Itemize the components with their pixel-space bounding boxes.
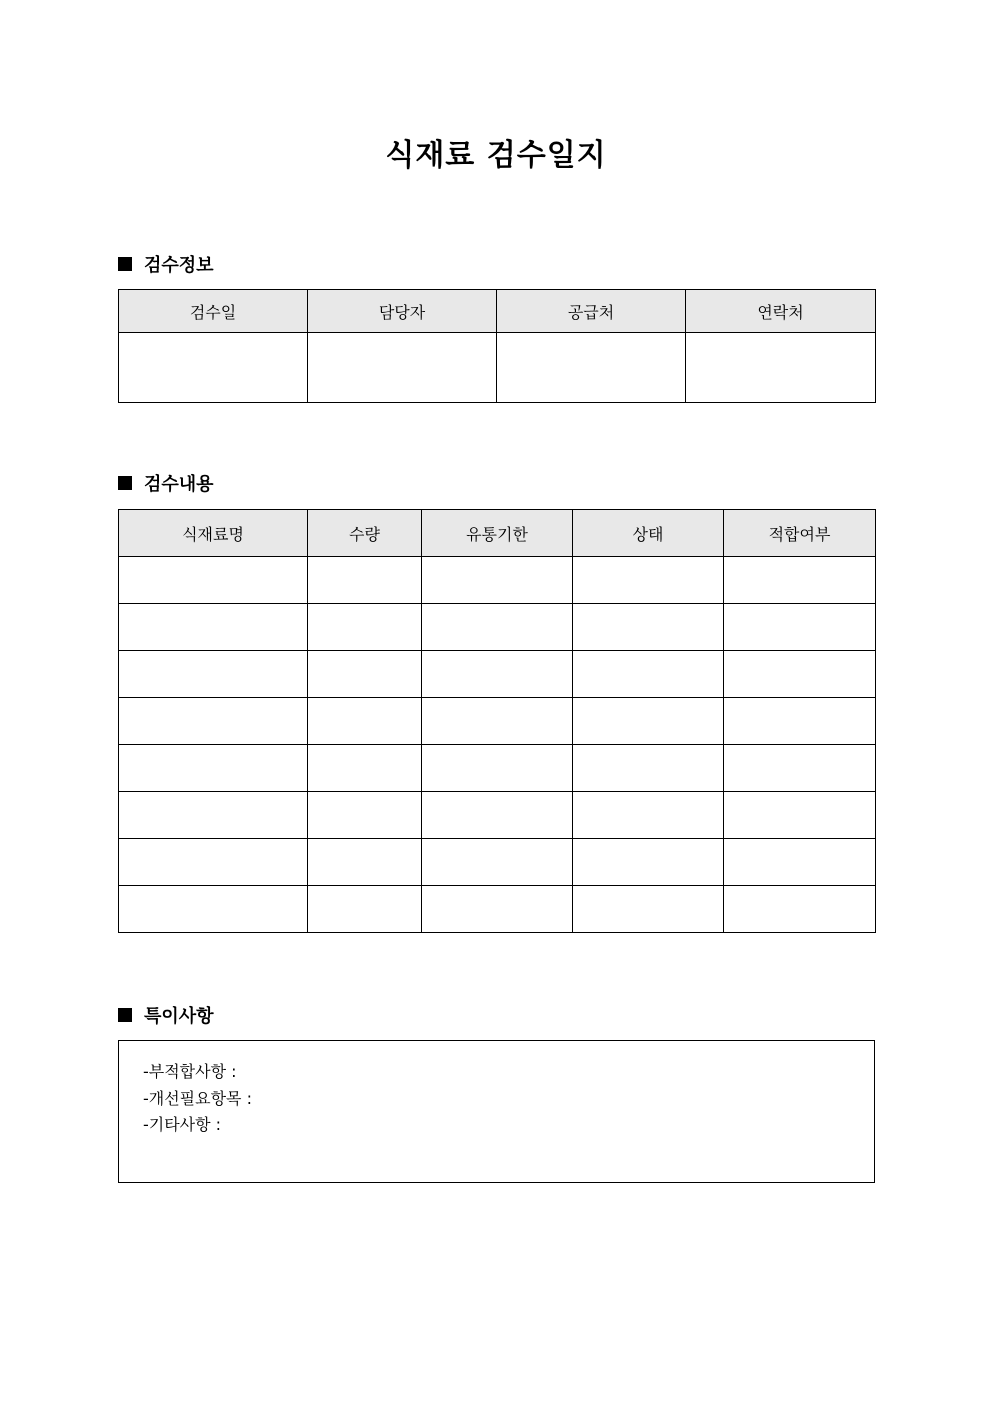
table-row <box>119 792 876 839</box>
suitability-cell[interactable] <box>724 698 876 745</box>
square-bullet-icon <box>118 257 132 271</box>
section-heading-label: 특이사항 <box>144 1006 214 1027</box>
expiry-date-cell[interactable] <box>422 839 573 886</box>
ingredient-name-cell[interactable] <box>119 698 308 745</box>
table-row <box>119 839 876 886</box>
nonconformity-note[interactable]: -부적합사항 : <box>143 1062 237 1081</box>
condition-cell[interactable] <box>573 745 724 792</box>
expiry-date-cell[interactable] <box>422 557 573 604</box>
table-row <box>119 604 876 651</box>
inspection-info-table <box>118 289 876 403</box>
table-row <box>119 886 876 933</box>
contact-cell[interactable] <box>686 333 876 403</box>
ingredient-name-cell[interactable] <box>119 839 308 886</box>
square-bullet-icon <box>118 476 132 490</box>
condition-cell[interactable] <box>573 792 724 839</box>
quantity-cell[interactable] <box>308 745 422 792</box>
column-header: 적합여부 <box>724 510 876 557</box>
condition-cell[interactable] <box>573 698 724 745</box>
table-row <box>119 557 876 604</box>
suitability-cell[interactable] <box>724 745 876 792</box>
condition-cell[interactable] <box>573 651 724 698</box>
expiry-date-cell[interactable] <box>422 886 573 933</box>
ingredient-name-cell[interactable] <box>119 792 308 839</box>
quantity-cell[interactable] <box>308 698 422 745</box>
expiry-date-cell[interactable] <box>422 792 573 839</box>
condition-cell[interactable] <box>573 557 724 604</box>
column-header: 연락처 <box>686 290 876 333</box>
column-header: 공급처 <box>497 290 686 333</box>
supplier-cell[interactable] <box>497 333 686 403</box>
inspection-date-cell[interactable] <box>119 333 308 403</box>
ingredient-name-cell[interactable] <box>119 651 308 698</box>
section-heading-inspection-info <box>118 251 214 277</box>
suitability-cell[interactable] <box>724 604 876 651</box>
table-row <box>119 651 876 698</box>
quantity-cell[interactable] <box>308 604 422 651</box>
section-heading-label: 검수내용 <box>144 474 214 495</box>
table-row <box>119 698 876 745</box>
quantity-cell[interactable] <box>308 557 422 604</box>
condition-cell[interactable] <box>573 604 724 651</box>
table-row <box>119 745 876 792</box>
ingredient-name-cell[interactable] <box>119 604 308 651</box>
inspection-contents-table <box>118 509 876 933</box>
suitability-cell[interactable] <box>724 557 876 604</box>
ingredient-name-cell[interactable] <box>119 745 308 792</box>
column-header: 식재료명 <box>119 510 308 557</box>
table-row <box>119 333 876 403</box>
section-heading-remarks <box>118 1002 214 1028</box>
column-header: 상태 <box>573 510 724 557</box>
section-heading-inspection-contents <box>118 470 214 496</box>
ingredient-name-cell[interactable] <box>119 557 308 604</box>
expiry-date-cell[interactable] <box>422 651 573 698</box>
expiry-date-cell[interactable] <box>422 745 573 792</box>
suitability-cell[interactable] <box>724 651 876 698</box>
column-header: 유통기한 <box>422 510 573 557</box>
ingredient-name-cell[interactable] <box>119 886 308 933</box>
section-heading-label: 검수정보 <box>144 255 214 276</box>
quantity-cell[interactable] <box>308 839 422 886</box>
manager-cell[interactable] <box>308 333 497 403</box>
condition-cell[interactable] <box>573 839 724 886</box>
expiry-date-cell[interactable] <box>422 604 573 651</box>
suitability-cell[interactable] <box>724 792 876 839</box>
table-header-row <box>119 290 876 333</box>
other-note[interactable]: -기타사항 : <box>143 1115 222 1134</box>
remarks-box[interactable] <box>118 1040 875 1183</box>
quantity-cell[interactable] <box>308 651 422 698</box>
suitability-cell[interactable] <box>724 839 876 886</box>
expiry-date-cell[interactable] <box>422 698 573 745</box>
improvement-note[interactable]: -개선필요항목 : <box>143 1089 252 1108</box>
column-header: 수량 <box>308 510 422 557</box>
page-title: 식재료 검수일지 <box>385 138 607 173</box>
square-bullet-icon <box>118 1008 132 1022</box>
suitability-cell[interactable] <box>724 886 876 933</box>
column-header: 담당자 <box>308 290 497 333</box>
quantity-cell[interactable] <box>308 792 422 839</box>
quantity-cell[interactable] <box>308 886 422 933</box>
table-header-row <box>119 510 876 557</box>
column-header: 검수일 <box>119 290 308 333</box>
condition-cell[interactable] <box>573 886 724 933</box>
